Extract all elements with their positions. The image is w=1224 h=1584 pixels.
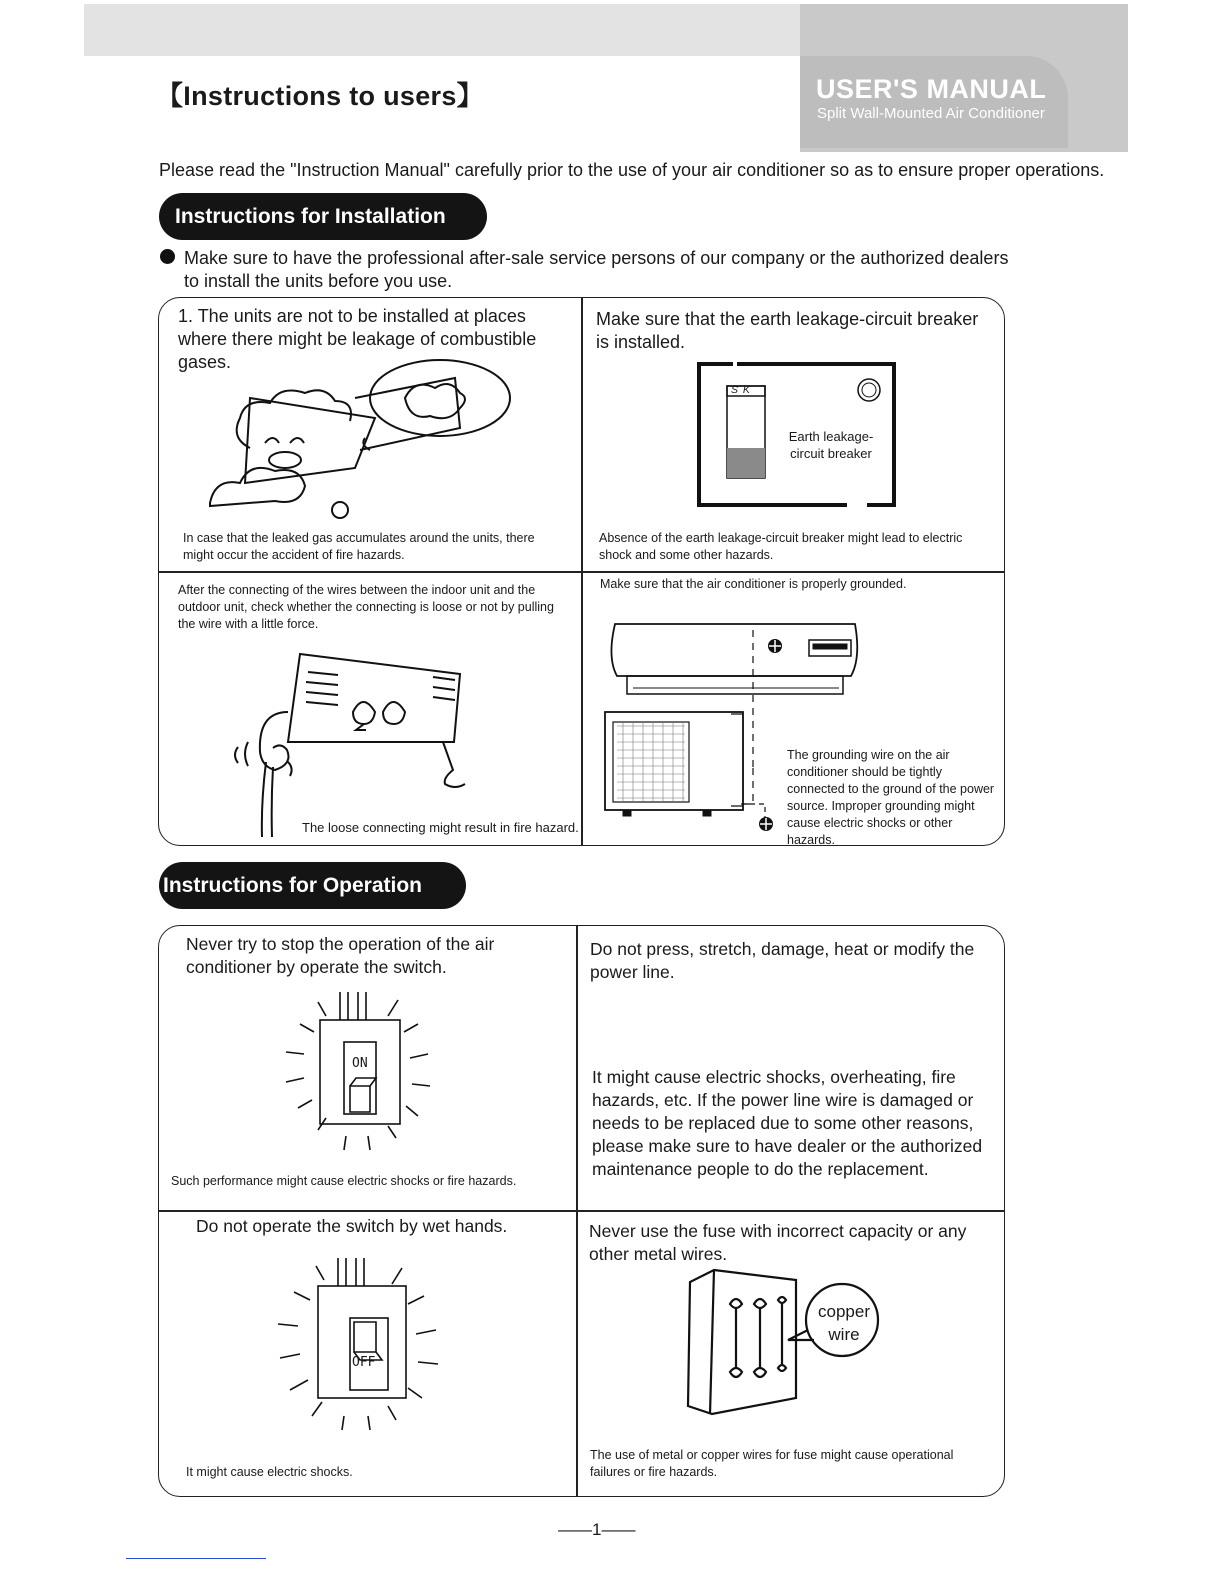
installation-heading: Instructions for Installation — [159, 193, 487, 240]
op-panel4-title: Never use the fuse with incorrect capacity or any other metal wires. — [589, 1221, 967, 1264]
op-panel3-title: Do not operate the switch by wet hands. — [196, 1216, 508, 1236]
copper-wire-bubble-line1: copper — [818, 1302, 870, 1321]
installation-bullet: Make sure to have the professional after-sale service persons of our company or the authorized dealers to install the units before you use. — [184, 248, 1009, 291]
installation-divider-horizontal — [158, 571, 1005, 573]
install-panel1-caption: In case that the leaked gas accumulates around the units, there might occur the accident of fire hazards. — [183, 531, 535, 562]
bullet-dot — [160, 249, 175, 264]
breaker-label: Earth leakage-circuit breaker — [788, 429, 874, 461]
switch-off-illustration — [272, 1256, 447, 1436]
install-panel4-title: Make sure that the air conditioner is properly grounded. — [600, 577, 907, 591]
op-panel1-caption: Such performance might cause electric shocks or fire hazards. — [171, 1174, 517, 1188]
manual-title: USER'S MANUAL — [816, 74, 1047, 104]
operation-divider-horizontal — [158, 1210, 1005, 1212]
copper-wire-bubble-line2: wire — [828, 1325, 860, 1344]
op-panel1-title: Never try to stop the operation of the air conditioner by operate the switch. — [186, 934, 495, 977]
install-panel4-caption: The grounding wire on the air conditioner should be tightly connected to the ground of the power source. Improper grounding might cause electric shocks or other hazards. — [787, 748, 995, 847]
install-panel3-caption: The loose connecting might result in fire hazard. — [302, 820, 579, 835]
page-title: 【Instructions to users】 — [156, 81, 484, 111]
install-panel1-title: 1. The units are not to be installed at places where there might be leakage of combustible gases. — [178, 306, 537, 372]
gas-leak-illustration — [190, 358, 520, 528]
operation-heading: Instructions for Operation — [159, 862, 466, 909]
page-number: ——1—— — [558, 1520, 636, 1539]
footer-underline — [126, 1558, 266, 1559]
op-panel3-caption: It might cause electric shocks. — [186, 1465, 353, 1479]
switch-on-illustration — [278, 990, 438, 1155]
op-panel2-title: Do not press, stretch, damage, heat or modify the power line. — [590, 939, 975, 982]
install-panel3-title: After the connecting of the wires between the indoor unit and the outdoor unit, check whether the connecting is loose or not by pulling the wire with a little force. — [178, 583, 554, 631]
manual-subtitle: Split Wall-Mounted Air Conditioner — [817, 105, 1045, 122]
sk-label: S K — [731, 384, 751, 396]
install-panel2-caption: Absence of the earth leakage-circuit breaker might lead to electric shock and some other hazards. — [599, 531, 963, 562]
switch-off-label: OFF — [352, 1355, 376, 1370]
op-panel4-caption: The use of metal or copper wires for fuse might cause operational failures or fire hazards. — [590, 1448, 954, 1479]
intro-text: Please read the "Instruction Manual" carefully prior to the use of your air conditioner so as to ensure proper operations. — [159, 160, 1105, 180]
wire-pull-illustration — [228, 652, 473, 837]
install-panel2-title: Make sure that the earth leakage-circuit breaker is installed. — [596, 309, 979, 352]
switch-on-label: ON — [352, 1056, 368, 1071]
op-panel2-body: It might cause electric shocks, overheating, fire hazards, etc. If the power line wire is damaged or needs to be replaced due to some other reasons, please make sure to have dealer or the authorized maintenance people to do the replacement. — [592, 1067, 983, 1179]
